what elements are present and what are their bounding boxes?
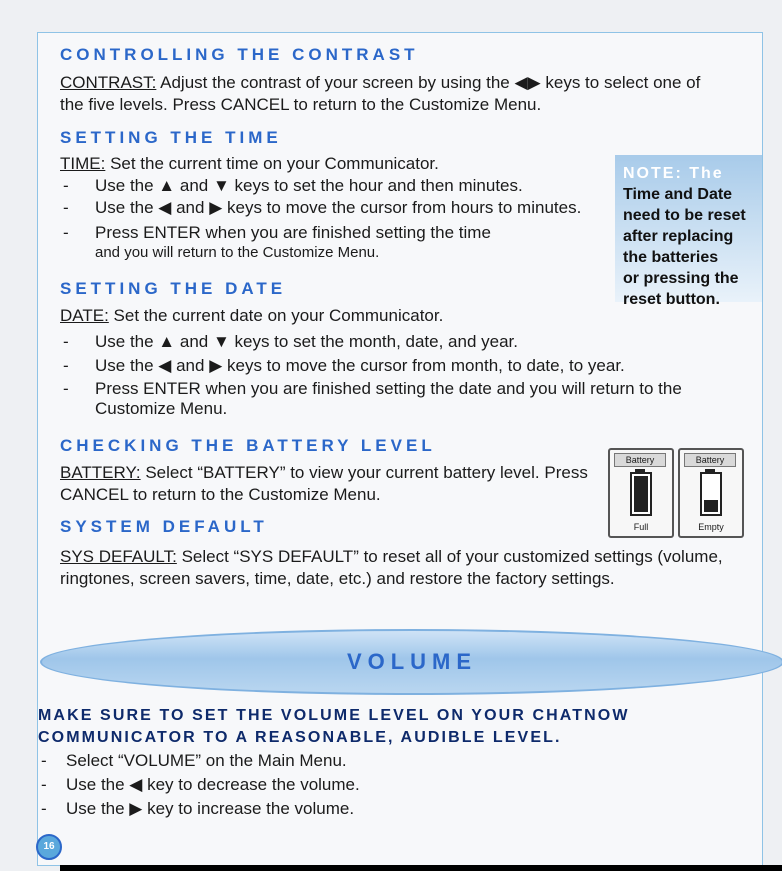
battery-text-1: Select “BATTERY” to view your current battery level. Press <box>140 463 588 482</box>
time-bullet-2: - Use the ◀ and ▶ keys to move the cursor from hours to minutes. <box>63 198 582 217</box>
note-heading: NOTE: The <box>623 165 724 182</box>
note-box <box>615 155 762 308</box>
note-line: the batteries <box>623 249 719 266</box>
sys-label: SYS DEFAULT: <box>60 547 177 566</box>
battery-empty-icon <box>678 448 744 538</box>
sys-heading: SYSTEM DEFAULT <box>60 517 268 536</box>
time-paragraph <box>60 153 439 175</box>
battery-full-icon <box>608 448 674 538</box>
note-line: Time and Date <box>623 186 733 203</box>
contrast-heading: CONTROLLING THE CONTRAST <box>60 45 419 64</box>
date-text: Set the current date on your Communicator. <box>108 306 444 325</box>
time-label: TIME: <box>60 154 106 173</box>
note-line: reset button. <box>623 291 720 308</box>
date-paragraph <box>60 305 443 327</box>
time-bullet-1: - Use the ▲ and ▼ keys to set the hour and then minutes. <box>63 176 523 195</box>
contrast-label: CONTRAST: <box>60 73 157 92</box>
date-bullet-3-cont: Customize Menu. <box>95 399 228 418</box>
contrast-text-2: the five levels. Press CANCEL to return to the Customize Menu. <box>60 95 542 114</box>
date-bullet-3: - Press ENTER when you are finished setting the date and you will return to the <box>63 379 682 398</box>
date-bullet-2: - Use the ◀ and ▶ keys to move the cursor from month, to date, to year. <box>63 356 625 375</box>
battery-icon-header: Battery <box>614 453 666 467</box>
volume-warning-line-1: MAKE SURE TO SET THE VOLUME LEVEL ON YOUR CHATNOW <box>38 707 630 724</box>
volume-bullet-3: - Use the ▶ key to increase the volume. <box>41 799 355 818</box>
volume-warning <box>38 705 630 749</box>
volume-banner <box>40 629 782 695</box>
page-number: 16 <box>36 834 62 860</box>
volume-bullet-1: - Select “VOLUME” on the Main Menu. <box>41 751 347 770</box>
time-text: Set the current time on your Communicator. <box>105 154 439 173</box>
date-bullet-1: - Use the ▲ and ▼ keys to set the month, date, and year. <box>63 332 518 351</box>
battery-icon-header: Battery <box>684 453 736 467</box>
battery-empty-label: Empty <box>698 522 724 532</box>
date-label: DATE: <box>60 306 109 325</box>
time-bullet-3: - Press ENTER when you are finished setting the time <box>63 223 491 242</box>
battery-heading: CHECKING THE BATTERY LEVEL <box>60 436 436 455</box>
date-heading: SETTING THE DATE <box>60 279 287 298</box>
contrast-text-1: Adjust the contrast of your screen by using the ◀▶ keys to select one of <box>156 73 701 92</box>
contrast-paragraph <box>60 72 700 116</box>
battery-paragraph <box>60 462 588 506</box>
battery-label: BATTERY: <box>60 463 141 482</box>
sys-text-1: Select “SYS DEFAULT” to reset all of your customized settings (volume, <box>176 547 723 566</box>
volume-warning-line-2: COMMUNICATOR TO A REASONABLE, AUDIBLE LEVEL. <box>38 729 562 746</box>
battery-text-2: CANCEL to return to the Customize Menu. <box>60 485 381 504</box>
bottom-bar <box>60 865 782 871</box>
battery-full-label: Full <box>633 522 649 532</box>
volume-bullet-2: - Use the ◀ key to decrease the volume. <box>41 775 360 794</box>
note-line: or pressing the <box>623 270 739 287</box>
note-line: after replacing <box>623 228 734 245</box>
volume-heading: VOLUME <box>346 649 478 674</box>
time-heading: SETTING THE TIME <box>60 128 282 147</box>
time-bullet-3-cont: and you will return to the Customize Menu. <box>95 244 380 261</box>
note-line: need to be reset <box>623 207 746 224</box>
sys-text-2: ringtones, screen savers, time, date, etc.) and restore the factory settings. <box>60 569 615 588</box>
sys-paragraph <box>60 546 723 590</box>
